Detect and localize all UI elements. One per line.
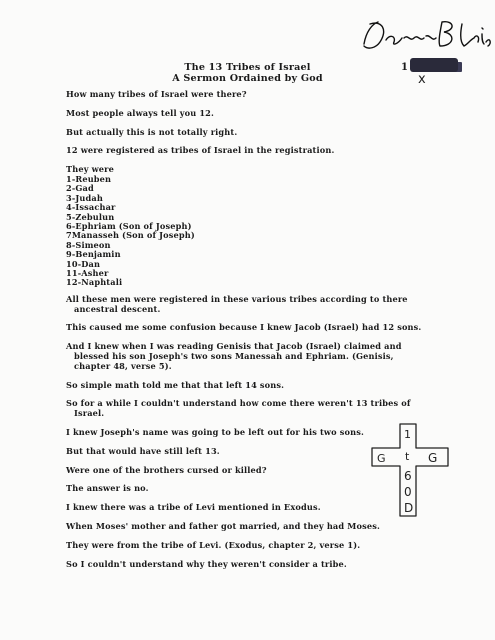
- paragraph: Most people always tell you 12.: [66, 107, 215, 118]
- list-item: 5-Zebulun: [66, 211, 115, 222]
- paragraph: 12 were registered as tribes of Israel in the registration.: [66, 145, 335, 156]
- tribe-list-heading: They were: [66, 164, 114, 175]
- cross-letter: t: [405, 450, 410, 463]
- cross-letter: 0: [404, 485, 412, 499]
- paragraph: I knew Joseph's name was going to be left out for his two sons.: [66, 427, 364, 438]
- list-item: 3-Judah: [66, 192, 103, 203]
- list-item: 11-Asher: [66, 268, 109, 279]
- paragraph: This caused me some confusion because I knew Jacob (Israel) had 12 sons.: [66, 322, 422, 333]
- paragraph: When Moses' mother and father got married, and they had Moses.: [66, 521, 380, 532]
- cross-letter: 6: [404, 469, 412, 483]
- paragraph: So for a while I couldn't understand how come there weren't 13 tribes of Israel.: [66, 398, 411, 419]
- list-item: 6-Ephriam (Son of Joseph): [66, 221, 192, 232]
- paragraph: But that would have still left 13.: [66, 445, 220, 456]
- list-item: 8-Simeon: [66, 239, 111, 250]
- list-item: 10-Dan: [66, 258, 101, 269]
- document-subtitle: A Sermon Ordained by God: [172, 73, 323, 84]
- paragraph: They were from the tribe of Levi. (Exodus, chapter 2, verse 1).: [66, 539, 361, 550]
- paragraph: How many tribes of Israel were there?: [66, 89, 247, 99]
- cross-letter: D: [404, 501, 414, 515]
- paragraph: All these men were registered in these various tribes according to there ancestral descent.: [66, 293, 408, 314]
- paragraph: I knew there was a tribe of Levi mentioned in Exodus.: [66, 502, 321, 513]
- paragraph: And I knew when I was reading Genisis that Jacob (Israel) claimed and blessed his son Joseph's two sons Manessah and Ephriam. (Genisis, chapter 48, verse 5).: [66, 341, 402, 371]
- handwritten-x-mark: x: [418, 72, 426, 87]
- list-item: 4-Issachar: [66, 202, 116, 213]
- hand-drawn-cross: [368, 420, 452, 520]
- cross-letter-left: G: [377, 452, 386, 465]
- list-item: 9-Benjamin: [66, 249, 121, 260]
- page-number: 1: [401, 62, 408, 73]
- list-item: 12-Naphtali: [66, 277, 123, 288]
- list-item: 2-Gad: [66, 183, 94, 194]
- tribe-list: [66, 175, 426, 288]
- list-item: 7Manasseh (Son of Joseph): [66, 230, 195, 241]
- paragraph: But actually this is not totally right.: [66, 126, 238, 137]
- list-item: 1-Reuben: [66, 173, 112, 184]
- handwritten-signature: [356, 14, 494, 58]
- document-title: The 13 Tribes of Israel: [184, 62, 311, 73]
- paragraph: Were one of the brothers cursed or killed?: [66, 464, 267, 475]
- cross-letter-right: G: [428, 451, 438, 465]
- cross-letter: 1: [404, 428, 411, 441]
- paragraph: So simple math told me that that left 14 sons.: [66, 379, 285, 390]
- paragraph: So I couldn't understand why they weren't consider a tribe.: [66, 558, 347, 569]
- paragraph: The answer is no.: [66, 483, 149, 494]
